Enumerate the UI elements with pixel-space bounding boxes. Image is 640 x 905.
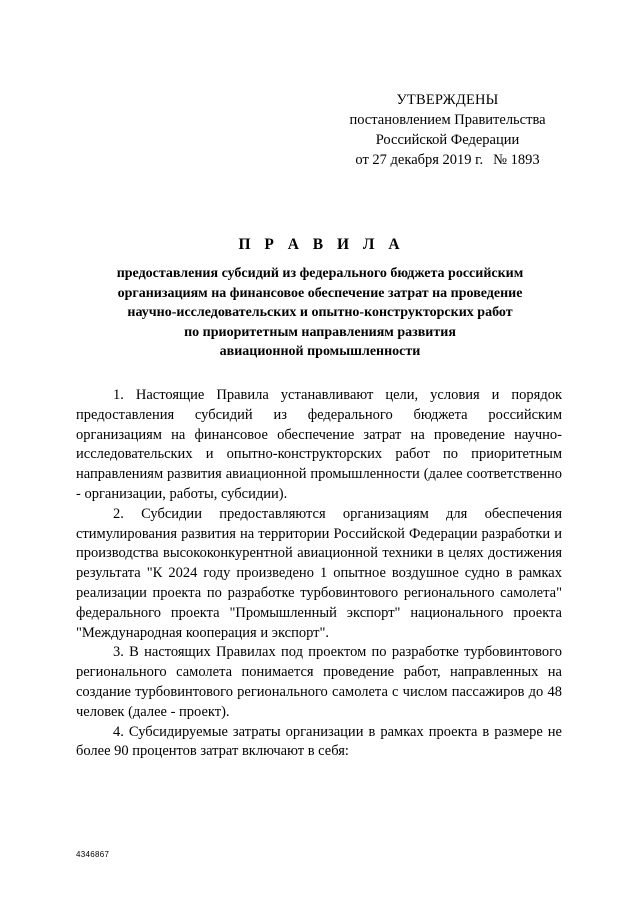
approval-number: № 1893: [493, 152, 540, 168]
subtitle-line: предоставления субсидий из федерального бюджета российским: [116, 266, 524, 281]
paragraph-3: 3. В настоящих Правилах под проектом по разработке турбовинтового регионального самолета понимается проведение работ, направленных на создание турбовинтового регионального самолета с числом пассажиров до 48 человек (далее - проект).: [76, 644, 562, 720]
document-title: П Р А В И Л А: [238, 236, 405, 253]
approval-line-1: постановлением Правительства: [349, 112, 546, 128]
subtitle-line: авиационной промышленности: [219, 344, 421, 359]
paragraph-1: 1. Настоящие Правила устанавливают цели, условия и порядок предоставления субсидий из федерального бюджета российским организациям на финансовое обеспечение затрат на проведение научно-исследовательских и опытно-конструкторских работ по приоритетным направлениям развития авиационной промышленности (далее соответственно - организации, работы, субсидии).: [76, 387, 562, 502]
approval-block: [340, 90, 555, 170]
approval-date-line: [340, 150, 555, 170]
document-code: 4346867: [76, 850, 110, 859]
paragraph-4: 4. Субсидируемые затраты организации в рамках проекта в размере не более 90 процентов затрат включают в себя:: [76, 723, 562, 760]
paragraph-2: 2. Субсидии предоставляются организациям для обеспечения стимулирования развития на территории Российской Федерации разработки и производства высококонкурентной авиационной техники в целях достижения результата "К 2024 году произведено 1 опытное воздушное судно в рамках реализации проекта по разработке турбовинтового регионального самолета" федерального проекта "Промышленный экспорт" национального проекта "Международная кооперация и экспорт".: [76, 505, 562, 641]
document-subtitle: [70, 264, 570, 362]
approval-line-2: Российской Федерации: [375, 132, 520, 148]
subtitle-line: по приоритетным направлениям развития: [184, 324, 456, 340]
subtitle-line: организациям на финансовое обеспечение затрат на проведение: [117, 285, 523, 301]
document-body: [76, 386, 562, 762]
approval-date: от 27 декабря 2019 г.: [355, 152, 484, 168]
subtitle-line: научно-исследовательских и опытно-конструкторских работ: [127, 305, 513, 320]
approval-title: УТВЕРЖДЕНЫ: [396, 92, 499, 108]
